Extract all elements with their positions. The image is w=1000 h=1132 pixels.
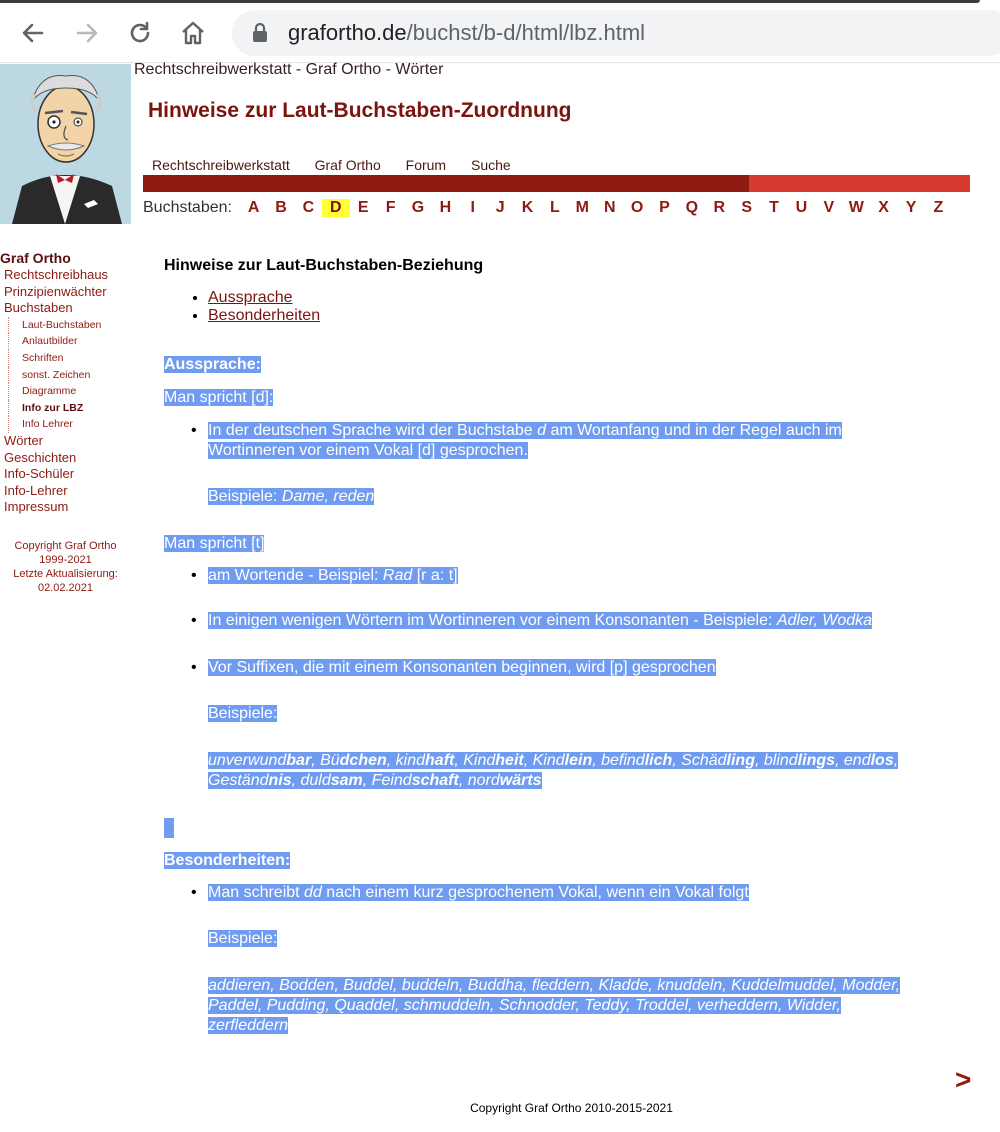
- window-edge: [0, 0, 980, 3]
- forward-arrow-icon: [74, 20, 100, 46]
- page-title: Hinweise zur Laut-Buchstaben-Zuordnung: [148, 99, 572, 122]
- d-rule-line1: [208, 422, 842, 439]
- sidebar-item-rechtschreibhaus[interactable]: Rechtschreibhaus: [4, 267, 109, 282]
- sidebar-title[interactable]: Graf Ortho: [0, 250, 71, 266]
- table-of-contents: [190, 289, 320, 325]
- dd-rule-text-1: Man schreibt: [208, 884, 305, 901]
- section-heading-besonderheiten: [164, 851, 290, 871]
- top-navigation: [152, 157, 532, 173]
- sidebar-item-geschichten[interactable]: Geschichten: [4, 449, 77, 465]
- next-page-arrow[interactable]: >: [955, 1064, 972, 1095]
- reload-icon: [127, 20, 153, 46]
- letter-link-l[interactable]: L: [550, 199, 560, 216]
- sidebar-copyright-text: Copyright Graf Ortho: [14, 540, 117, 552]
- list-item-t-suffixe: [208, 658, 716, 678]
- dd-examples: [208, 976, 993, 1036]
- forward-button[interactable]: [70, 16, 104, 50]
- sidebar-subitem-schriften[interactable]: Schriften: [8, 350, 131, 367]
- d-examples-words: Dame, reden: [281, 488, 375, 505]
- footer-copyright: Copyright Graf Ortho 2010-2015-2021: [470, 1101, 673, 1115]
- letter-link-o[interactable]: O: [630, 199, 644, 216]
- alphabet-label: Buchstaben:: [143, 199, 232, 216]
- t-heading-text: Man spricht [t]: [164, 535, 265, 552]
- subheading-d: [164, 388, 273, 408]
- letter-link-a[interactable]: A: [247, 199, 260, 216]
- t3-text: Vor Suffixen, die mit einem Konsonanten beginnen, wird [p] gesprochen: [208, 659, 716, 676]
- selection-marker: [164, 818, 174, 838]
- sidebar-subitem-anlautbilder[interactable]: Anlautbilder: [8, 333, 131, 350]
- letter-link-f[interactable]: F: [385, 199, 396, 216]
- nav-forum[interactable]: Forum: [405, 157, 447, 173]
- sidebar-item-woerter[interactable]: Wörter: [4, 432, 43, 448]
- nav-suche[interactable]: Suche: [470, 157, 511, 173]
- t2-text: In einigen wenigen Wörtern im Wortinneren vor einem Konsonanten - Beispiele:: [208, 612, 777, 629]
- letter-link-s[interactable]: S: [741, 199, 753, 216]
- dd-examples-label-text: Beispiele:: [208, 930, 278, 947]
- url-domain: grafortho.de: [288, 20, 407, 45]
- sidebar-item-info-schueler[interactable]: Info-Schüler: [4, 466, 75, 482]
- dd-rule-text-2: nach einem kurz gesprochenem Vokal, wenn ein Vokal folgt: [321, 884, 749, 901]
- letter-link-u[interactable]: U: [795, 199, 808, 216]
- d-rule-line2: Wortinneren vor einem Vokal [d] gesprochen.: [208, 442, 528, 459]
- content-heading: Hinweise zur Laut-Buchstaben-Beziehung: [164, 257, 484, 274]
- sidebar-subitem-info-lbz[interactable]: Info zur LBZ: [8, 400, 131, 417]
- besonderheiten-heading-text: Besonderheiten:: [164, 852, 291, 869]
- nav-graf-ortho[interactable]: Graf Ortho: [314, 157, 381, 173]
- lock-icon: [252, 23, 268, 43]
- sidebar-item-info-lehrer[interactable]: Info-Lehrer: [4, 482, 68, 498]
- home-button[interactable]: [176, 16, 210, 50]
- letter-link-p[interactable]: P: [659, 199, 670, 216]
- toc-item: [208, 307, 320, 325]
- toc-item: [208, 289, 320, 307]
- letter-link-d[interactable]: D: [322, 199, 349, 217]
- letter-link-w[interactable]: W: [848, 199, 864, 216]
- t2-words: Adler, Wodka: [776, 612, 873, 629]
- letter-link-h[interactable]: H: [439, 199, 452, 216]
- back-arrow-icon: [20, 20, 46, 46]
- url-text[interactable]: [288, 20, 645, 46]
- sidebar-subitem-laut-buchstaben[interactable]: Laut-Buchstaben: [8, 317, 131, 334]
- sidebar-updated-label: Letzte Aktualisierung:: [13, 568, 118, 580]
- section-heading-aussprache: [164, 355, 261, 375]
- home-icon: [179, 19, 207, 47]
- aussprache-heading-text: Aussprache:: [164, 356, 261, 373]
- letter-link-e[interactable]: E: [357, 199, 369, 216]
- letter-link-m[interactable]: M: [575, 199, 589, 216]
- letter-link-j[interactable]: J: [495, 199, 505, 216]
- letter-link-y[interactable]: Y: [905, 199, 917, 216]
- dd-examples-label: [208, 929, 277, 949]
- reload-button[interactable]: [123, 16, 157, 50]
- letter-navigation: [143, 199, 952, 217]
- letter-link-b[interactable]: B: [275, 199, 287, 216]
- list-item-dd-rule: [208, 883, 749, 903]
- sidebar-item-impressum[interactable]: Impressum: [4, 499, 69, 515]
- t1-text: am Wortende - Beispiel:: [208, 567, 383, 584]
- d-rule-text-1: In der deutschen Sprache wird der Buchstabe: [208, 422, 538, 439]
- letter-link-k[interactable]: K: [521, 199, 534, 216]
- graf-ortho-logo[interactable]: [0, 64, 131, 224]
- graf-ortho-portrait-icon: [0, 64, 131, 224]
- letter-link-x[interactable]: X: [878, 199, 889, 216]
- dd-examples-line1: addieren, Bodden, Buddel, buddeln, Buddha, fleddern, Kladde, knuddeln, Kuddelmuddel, Modder,: [208, 977, 901, 994]
- letter-link-v[interactable]: V: [823, 199, 835, 216]
- sidebar-copyright-years: 1999-2021: [39, 554, 92, 566]
- d-examples: [208, 487, 374, 507]
- dd-examples-line2: Paddel, Pudding, Quaddel, schmuddeln, Schnodder, Teddy, Troddel, verheddern, Widder,: [208, 997, 841, 1014]
- letter-link-n[interactable]: N: [603, 199, 616, 216]
- letter-link-t[interactable]: T: [769, 199, 779, 216]
- toc-link-aussprache[interactable]: Aussprache: [208, 289, 293, 306]
- list-item-d-rule: [208, 421, 842, 461]
- sidebar-updated-date: 02.02.2021: [37, 582, 94, 594]
- dd-letters: dd: [304, 884, 322, 901]
- dd-examples-line3: zerfleddern: [208, 1017, 289, 1034]
- sidebar-copyright: [0, 539, 131, 595]
- d-examples-label: Beispiele:: [208, 488, 282, 505]
- sidebar-subitem-sonst-zeichen[interactable]: sonst. Zeichen: [8, 367, 131, 384]
- browser-toolbar: [0, 0, 1000, 63]
- url-path: /buchst/b-d/html/lbz.html: [406, 20, 646, 45]
- sidebar-item-prinzipienwaechter[interactable]: Prinzipienwächter: [4, 283, 107, 299]
- d-heading-text: Man spricht [d]:: [164, 389, 274, 406]
- letter-link-z[interactable]: Z: [933, 199, 944, 216]
- toc-link-besonderheiten[interactable]: Besonderheiten: [208, 307, 321, 324]
- sidebar-subitem-info-lehrer[interactable]: Info Lehrer: [8, 416, 131, 433]
- t1-phonetic: [r a: t]: [412, 567, 458, 584]
- back-button[interactable]: [16, 16, 50, 50]
- t1-word: Rad: [382, 567, 413, 584]
- letter-link-c[interactable]: C: [302, 199, 315, 216]
- address-bar[interactable]: [232, 10, 1000, 56]
- sidebar: [0, 250, 131, 516]
- header-divider-bar: [143, 175, 970, 192]
- sidebar-subitem-diagramme[interactable]: Diagramme: [8, 383, 131, 400]
- letter-link-g[interactable]: G: [411, 199, 425, 216]
- suffix-examples: unverwundbar, Büdchen, kindhaft, Kindheit, Kindlein, befindlich, Schädling, blindlings, endlos, Geständnis, duldsam, Feindschaft, nordwärts: [208, 752, 899, 789]
- list-item-t-wortende: [208, 566, 458, 586]
- t3-examples-label-text: Beispiele:: [208, 705, 278, 722]
- list-item-t-konsonant: [208, 611, 872, 631]
- t3-examples-label: [208, 704, 277, 724]
- subheading-t: [164, 534, 264, 554]
- letter-link-i[interactable]: I: [470, 199, 475, 216]
- letter-link-q[interactable]: Q: [685, 199, 699, 216]
- d-rule-text-2: am Wortanfang und in der Regel auch im: [546, 422, 842, 439]
- letter-list: [240, 199, 952, 217]
- site-subtitle: Rechtschreibwerkstatt - Graf Ortho - Wörter: [134, 61, 444, 78]
- sidebar-item-buchstaben[interactable]: Buchstaben: [4, 300, 73, 316]
- letter-link-r[interactable]: R: [713, 199, 726, 216]
- nav-rechtschreibwerkstatt[interactable]: Rechtschreibwerkstatt: [152, 157, 290, 173]
- d-letter: d: [537, 422, 546, 439]
